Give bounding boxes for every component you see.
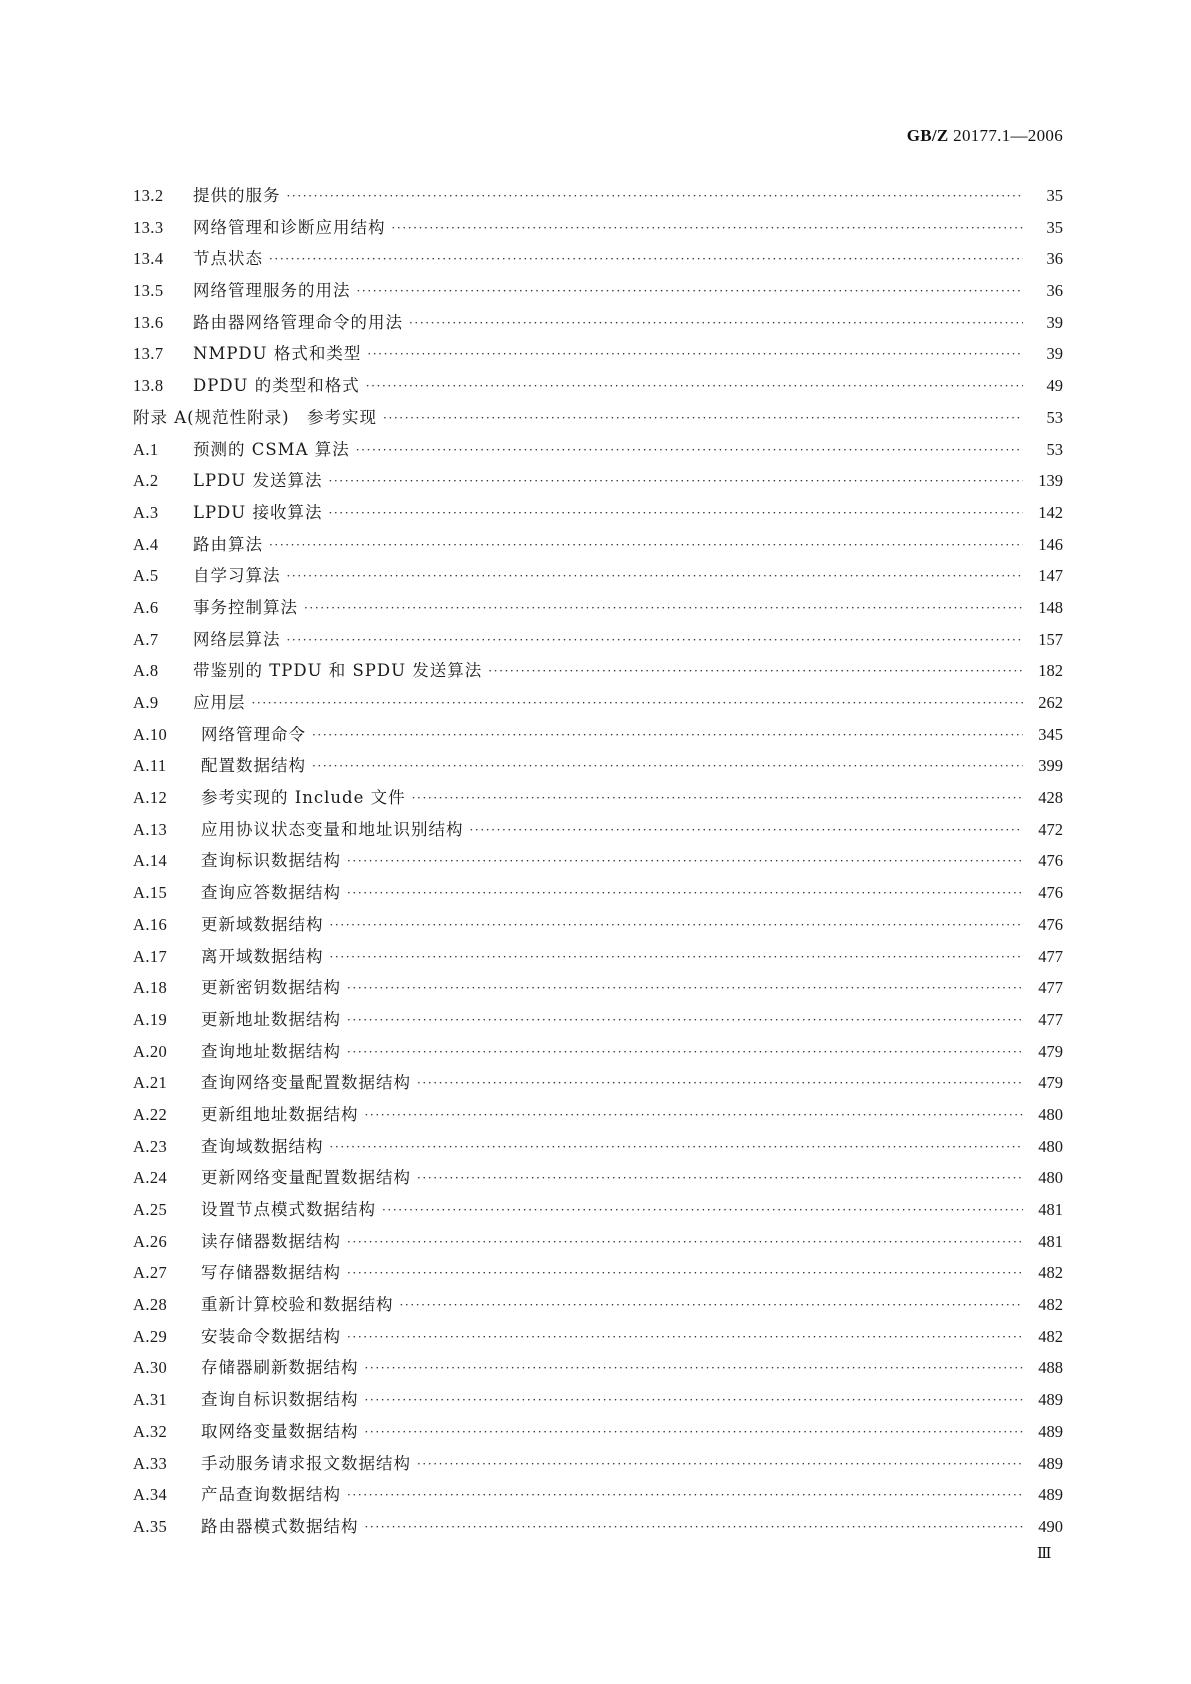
toc-entry-page: 148 — [1038, 597, 1063, 617]
toc-entry[interactable] — [133, 624, 1063, 656]
toc-entry-number: A.8 — [133, 661, 159, 681]
toc-entry-title: 存储器刷新数据结构 — [201, 1358, 359, 1378]
toc-entry-title: 查询标识数据结构 — [201, 851, 341, 871]
toc-dot-leader — [382, 1195, 1023, 1227]
toc-dot-leader — [347, 846, 1023, 878]
toc-entry[interactable] — [133, 1257, 1063, 1289]
toc-entry-page: 489 — [1038, 1421, 1063, 1441]
toc-entry[interactable] — [133, 1416, 1063, 1448]
toc-entry[interactable] — [133, 655, 1063, 687]
toc-entry-page: 36 — [1046, 249, 1063, 269]
toc-entry-page: 481 — [1038, 1231, 1063, 1251]
toc-entry-title: 写存储器数据结构 — [201, 1263, 341, 1283]
toc-entry-number: 13.5 — [133, 281, 164, 301]
toc-entry-page: 182 — [1038, 661, 1063, 681]
toc-dot-leader — [347, 1227, 1023, 1259]
toc-entry[interactable] — [133, 434, 1063, 466]
toc-dot-leader — [417, 1449, 1023, 1481]
toc-entry-number: A.21 — [133, 1073, 168, 1093]
toc-entry-number: A.12 — [133, 788, 168, 808]
toc-entry-number: A.10 — [133, 724, 168, 744]
toc-entry-title: 路由器网络管理命令的用法 — [193, 312, 403, 332]
toc-entry-page: 49 — [1046, 376, 1063, 396]
toc-entry[interactable] — [133, 782, 1063, 814]
toc-entry[interactable] — [133, 1226, 1063, 1258]
toc-entry-title: 手动服务请求报文数据结构 — [201, 1453, 411, 1473]
toc-entry-title: LPDU 接收算法 — [193, 502, 323, 522]
toc-entry[interactable] — [133, 370, 1063, 402]
toc-dot-leader — [357, 276, 1024, 308]
toc-entry[interactable] — [133, 1289, 1063, 1321]
toc-entry-number: 13.4 — [133, 249, 164, 269]
toc-dot-leader — [330, 1132, 1024, 1164]
toc-entry-number: A.30 — [133, 1358, 168, 1378]
toc-entry-number: A.33 — [133, 1453, 168, 1473]
toc-entry-page: 482 — [1038, 1295, 1063, 1315]
toc-entry[interactable] — [133, 212, 1063, 244]
toc-entry[interactable] — [133, 845, 1063, 877]
toc-entry-title: 网络管理命令 — [201, 724, 306, 744]
toc-entry-page: 139 — [1038, 471, 1063, 491]
toc-entry-title: 预测的 CSMA 算法 — [193, 439, 350, 459]
toc-entry[interactable] — [133, 941, 1063, 973]
toc-dot-leader — [409, 308, 1023, 340]
toc-entry-page: 428 — [1038, 788, 1063, 808]
toc-entry-title: 应用层 — [193, 693, 246, 712]
standard-code: GB/Z — [906, 126, 949, 145]
toc-entry-title: 更新域数据结构 — [201, 914, 324, 934]
toc-entry-number: A.34 — [133, 1485, 168, 1505]
toc-entry-number: A.23 — [133, 1136, 168, 1156]
toc-entry[interactable] — [133, 338, 1063, 370]
toc-entry[interactable] — [133, 243, 1063, 275]
table-of-contents — [133, 180, 1063, 1543]
toc-entry-page: 35 — [1046, 217, 1063, 237]
toc-entry-page: 489 — [1038, 1453, 1063, 1473]
toc-entry-page: 477 — [1038, 946, 1063, 966]
toc-entry-number: 13.7 — [133, 344, 164, 364]
toc-entry[interactable] — [133, 1036, 1063, 1068]
toc-entry-page: 490 — [1038, 1516, 1063, 1536]
toc-entry-number: A.29 — [133, 1326, 168, 1346]
toc-entry-number: A.2 — [133, 471, 159, 491]
toc-entry-number: 13.2 — [133, 186, 164, 205]
toc-entry-page: 480 — [1038, 1104, 1063, 1124]
toc-entry-page: 39 — [1046, 312, 1063, 332]
toc-dot-leader — [287, 181, 1024, 213]
toc-entry[interactable] — [133, 592, 1063, 624]
toc-entry-number: A.32 — [133, 1421, 168, 1441]
standard-number: 20177.1—2006 — [953, 126, 1063, 145]
toc-entry-number: A.4 — [133, 534, 159, 554]
toc-entry[interactable] — [133, 877, 1063, 909]
toc-entry-title: 更新密钥数据结构 — [201, 978, 341, 998]
toc-entry-page: 157 — [1038, 629, 1063, 649]
toc-entry-page: 479 — [1038, 1073, 1063, 1093]
toc-entry-number: A.7 — [133, 629, 159, 649]
toc-entry-title: 附录 A(规范性附录) 参考实现 — [133, 407, 378, 427]
toc-entry-page: 481 — [1038, 1200, 1063, 1219]
toc-entry[interactable] — [133, 1131, 1063, 1163]
toc-dot-leader — [366, 371, 1023, 403]
toc-entry[interactable] — [133, 1321, 1063, 1353]
toc-dot-leader — [312, 720, 1023, 752]
toc-entry-page: 489 — [1038, 1390, 1063, 1410]
toc-dot-leader — [269, 244, 1023, 276]
toc-entry-number: A.20 — [133, 1041, 168, 1061]
toc-entry-page: 482 — [1038, 1263, 1063, 1283]
toc-entry[interactable] — [133, 814, 1063, 846]
toc-entry-page: 146 — [1038, 534, 1063, 554]
toc-dot-leader — [392, 213, 1024, 245]
toc-entry[interactable] — [133, 719, 1063, 751]
toc-dot-leader — [328, 498, 1023, 530]
toc-entry-number: A.25 — [133, 1200, 168, 1219]
toc-entry-page: 345 — [1038, 724, 1063, 744]
toc-entry-page: 472 — [1038, 819, 1063, 839]
toc-entry[interactable] — [133, 560, 1063, 592]
toc-entry-title: 应用协议状态变量和地址识别结构 — [201, 819, 464, 839]
toc-dot-leader — [330, 942, 1024, 974]
toc-dot-leader — [347, 1480, 1023, 1512]
toc-entry[interactable] — [133, 1099, 1063, 1131]
toc-entry[interactable] — [133, 1448, 1063, 1480]
toc-dot-leader — [328, 466, 1023, 498]
toc-entry[interactable] — [133, 1511, 1063, 1543]
toc-entry-title: 自学习算法 — [193, 566, 281, 586]
toc-entry-title: 更新组地址数据结构 — [201, 1104, 359, 1124]
toc-entry-title: 重新计算校验和数据结构 — [201, 1295, 394, 1315]
toc-entry-title: 取网络变量数据结构 — [201, 1421, 359, 1441]
toc-entry-number: A.6 — [133, 597, 159, 617]
toc-entry-title: 设置节点模式数据结构 — [201, 1200, 376, 1219]
toc-entry[interactable] — [133, 465, 1063, 497]
toc-entry-number: 13.6 — [133, 312, 164, 332]
toc-dot-leader — [252, 688, 1024, 720]
toc-entry-title: 查询网络变量配置数据结构 — [201, 1073, 411, 1093]
toc-entry-number: A.14 — [133, 851, 168, 871]
toc-entry[interactable] — [133, 909, 1063, 941]
toc-entry[interactable] — [133, 497, 1063, 529]
toc-entry-page: 479 — [1038, 1041, 1063, 1061]
toc-entry-number: 13.3 — [133, 217, 164, 237]
toc-entry-page: 489 — [1038, 1485, 1063, 1505]
toc-entry[interactable] — [133, 972, 1063, 1004]
toc-entry-page: 147 — [1038, 566, 1063, 586]
toc-entry-title: LPDU 发送算法 — [193, 471, 323, 491]
toc-dot-leader — [412, 783, 1023, 815]
toc-entry-number: A.1 — [133, 439, 159, 459]
toc-entry[interactable] — [133, 402, 1063, 434]
toc-entry-title: 网络管理服务的用法 — [193, 281, 351, 301]
toc-dot-leader — [304, 593, 1023, 625]
toc-entry-title: 网络管理和诊断应用结构 — [193, 217, 386, 237]
toc-entry[interactable] — [133, 1479, 1063, 1511]
toc-entry-page: 488 — [1038, 1358, 1063, 1378]
toc-entry-number: A.19 — [133, 1009, 168, 1029]
toc-entry-title: 离开域数据结构 — [201, 946, 324, 966]
toc-entry[interactable] — [133, 750, 1063, 782]
toc-entry-title: 提供的服务 — [193, 186, 281, 205]
toc-entry-page: 39 — [1046, 344, 1063, 364]
toc-entry[interactable] — [133, 180, 1063, 212]
toc-dot-leader — [417, 1163, 1023, 1195]
toc-entry-page: 480 — [1038, 1136, 1063, 1156]
toc-entry-number: A.15 — [133, 883, 168, 903]
toc-entry-page: 35 — [1046, 186, 1063, 205]
toc-entry-page: 477 — [1038, 1009, 1063, 1029]
toc-entry-page: 53 — [1046, 439, 1063, 459]
toc-dot-leader — [365, 1385, 1024, 1417]
toc-entry-title: 产品查询数据结构 — [201, 1485, 341, 1505]
toc-entry-page: 36 — [1046, 281, 1063, 301]
toc-entry-title: 网络层算法 — [193, 629, 281, 649]
toc-entry-title: 查询应答数据结构 — [201, 883, 341, 903]
toc-dot-leader — [330, 910, 1024, 942]
toc-dot-leader — [365, 1353, 1024, 1385]
toc-entry-page: 53 — [1046, 407, 1063, 427]
toc-dot-leader — [383, 403, 1023, 435]
toc-dot-leader — [400, 1290, 1024, 1322]
toc-entry-page: 476 — [1038, 851, 1063, 871]
toc-entry-title: 查询自标识数据结构 — [201, 1390, 359, 1410]
toc-entry[interactable] — [133, 307, 1063, 339]
toc-entry-title: NMPDU 格式和类型 — [193, 344, 362, 364]
toc-dot-leader — [365, 1512, 1024, 1544]
toc-entry-title: 安装命令数据结构 — [201, 1326, 341, 1346]
toc-entry-number: A.16 — [133, 914, 168, 934]
toc-entry-page: 262 — [1038, 693, 1063, 712]
toc-dot-leader — [356, 435, 1023, 467]
toc-entry-title: 路由器模式数据结构 — [201, 1516, 359, 1536]
toc-entry-title: 读存储器数据结构 — [201, 1231, 341, 1251]
toc-entry-title: 事务控制算法 — [193, 597, 298, 617]
toc-entry-number: A.13 — [133, 819, 168, 839]
toc-entry-page: 476 — [1038, 914, 1063, 934]
toc-entry-title: 参考实现的 Include 文件 — [201, 788, 406, 808]
page-number: Ⅲ — [1037, 1546, 1051, 1562]
toc-dot-leader — [347, 878, 1023, 910]
toc-entry-title: 更新网络变量配置数据结构 — [201, 1168, 411, 1188]
toc-entry-page: 399 — [1038, 756, 1063, 776]
toc-entry[interactable] — [133, 275, 1063, 307]
toc-entry[interactable] — [133, 687, 1063, 719]
toc-dot-leader — [347, 1258, 1023, 1290]
toc-entry[interactable] — [133, 1384, 1063, 1416]
toc-entry-page: 477 — [1038, 978, 1063, 998]
toc-entry-title: 配置数据结构 — [201, 756, 306, 776]
toc-dot-leader — [347, 1005, 1023, 1037]
toc-entry-number: A.11 — [133, 756, 167, 776]
toc-entry-number: A.3 — [133, 502, 159, 522]
toc-entry-number: A.9 — [133, 693, 159, 712]
document-header — [907, 126, 1063, 146]
toc-dot-leader — [312, 751, 1023, 783]
toc-dot-leader — [347, 1322, 1023, 1354]
toc-entry-number: A.27 — [133, 1263, 168, 1283]
toc-dot-leader — [417, 1068, 1023, 1100]
toc-entry[interactable] — [133, 1352, 1063, 1384]
toc-dot-leader — [365, 1100, 1024, 1132]
toc-dot-leader — [367, 339, 1023, 371]
toc-entry-title: 节点状态 — [193, 249, 263, 269]
toc-dot-leader — [347, 1037, 1023, 1069]
toc-entry-title: 更新地址数据结构 — [201, 1009, 341, 1029]
toc-dot-leader — [287, 625, 1024, 657]
toc-entry-number: A.35 — [133, 1516, 168, 1536]
toc-entry-page: 482 — [1038, 1326, 1063, 1346]
toc-entry-page: 476 — [1038, 883, 1063, 903]
toc-entry-number: A.24 — [133, 1168, 168, 1188]
toc-entry-number: 13.8 — [133, 376, 164, 396]
toc-entry-number: A.17 — [133, 946, 168, 966]
toc-dot-leader — [347, 973, 1023, 1005]
toc-entry-number: A.22 — [133, 1104, 168, 1124]
toc-entry-page: 142 — [1038, 502, 1063, 522]
toc-entry-page: 480 — [1038, 1168, 1063, 1188]
toc-entry[interactable] — [133, 1194, 1063, 1226]
toc-entry-title: 路由算法 — [193, 534, 263, 554]
toc-entry[interactable] — [133, 1162, 1063, 1194]
toc-entry-title: 查询域数据结构 — [201, 1136, 324, 1156]
toc-dot-leader — [470, 815, 1024, 847]
toc-dot-leader — [287, 561, 1024, 593]
toc-entry-title: DPDU 的类型和格式 — [193, 376, 360, 396]
toc-entry-title: 带鉴别的 TPDU 和 SPDU 发送算法 — [193, 661, 483, 681]
toc-entry[interactable] — [133, 1067, 1063, 1099]
toc-entry-number: A.18 — [133, 978, 168, 998]
toc-entry-number: A.31 — [133, 1390, 168, 1410]
toc-entry-number: A.26 — [133, 1231, 168, 1251]
toc-dot-leader — [365, 1417, 1024, 1449]
toc-dot-leader — [488, 656, 1023, 688]
toc-dot-leader — [269, 530, 1023, 562]
toc-entry-number: A.5 — [133, 566, 159, 586]
toc-entry[interactable] — [133, 529, 1063, 561]
toc-entry-number: A.28 — [133, 1295, 168, 1315]
toc-entry[interactable] — [133, 1004, 1063, 1036]
toc-entry-title: 查询地址数据结构 — [201, 1041, 341, 1061]
